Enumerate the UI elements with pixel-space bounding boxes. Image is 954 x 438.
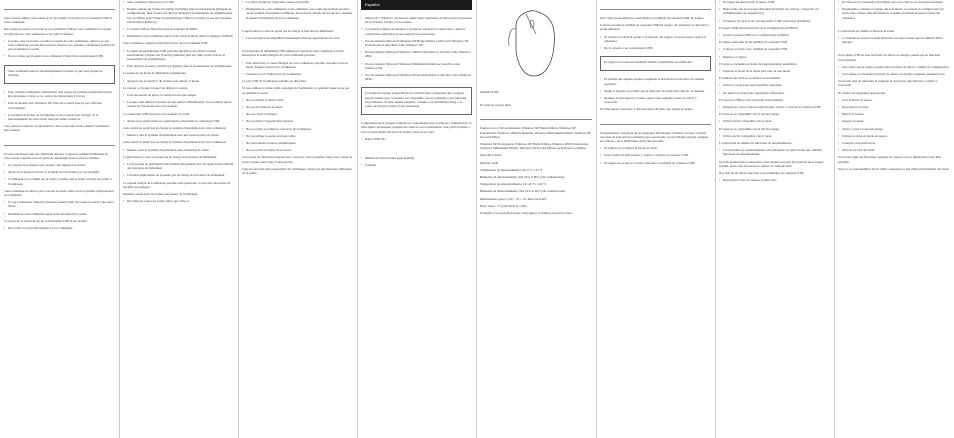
bullet-list bbox=[4, 200, 115, 216]
list-item: • El puntero no se mueve al mover el ratón. bbox=[600, 146, 711, 150]
section-header bbox=[480, 110, 592, 120]
paragraph: Este ratón puede utilizarse conectándolo al terminal de conexión USB del equipo. bbox=[600, 16, 705, 20]
note-text: La forma del equipo podría diferir de la ilustración. Compruebe que el equipo proporcionado para su modelo sea compatible con su ordenador y que funcione sin problemas. Si tiene alguna pregunta, consulte a su distribuidor Sony o al centro de servicio técnico Sony autorizado. bbox=[365, 91, 467, 109]
mouse-illustration-icon bbox=[506, 6, 566, 86]
list-item: • Active el puerto USB en la configuración del BIOS. bbox=[719, 33, 830, 37]
paragraph: La souris est en mode de défilement automatique. bbox=[123, 71, 187, 76]
note-box bbox=[600, 56, 711, 71]
bullet-list bbox=[242, 0, 353, 20]
bullet-list bbox=[242, 61, 353, 77]
fold-line bbox=[715, 0, 716, 438]
bullet-list bbox=[838, 36, 950, 44]
list-item: • Ne pas brancher d'autres périphériques. bbox=[242, 141, 353, 145]
list-item: • Lorsque vous raccordez ou retirez la souris de votre ordinateur, veillez à ce que votre ordinateur soit mis hors tension. Dans le cas contraire, l'ordinateur pourrait ne pas reconnaître la souris. bbox=[4, 39, 115, 52]
list-item: • Déconnectez toutes les souris autres que celle-ci. bbox=[123, 199, 234, 203]
list-item: • Si el equipo se encuentra en modo de ahorro de energía, presione cualquier tecla. bbox=[838, 72, 950, 76]
paragraph: Si vous utilisez le mode veille prolongée de l'ordinateur, le système risque de ne pas reconnaître la souris. bbox=[242, 86, 350, 95]
list-item: • La función de zoom no puede utilizarse con aplicaciones que no admitan dicha función. bbox=[838, 36, 950, 44]
spec-item: Peso: Aprox. 77 g (incluido el cable) bbox=[480, 203, 527, 208]
list-item: • Desconecte todos los ratones excepto éste. bbox=[719, 178, 830, 182]
bullet-list bbox=[838, 0, 950, 20]
list-item: • Para evitar que el equipo portátil entre en modo de ahorro, cambie su configuración. bbox=[838, 65, 950, 69]
paragraph: Le connecteur USB n'est pas correctement raccordé. bbox=[123, 111, 190, 116]
paragraph: La souris ne se trouve ni sur un concentrateur USB ni sur un hub. bbox=[4, 218, 88, 223]
list-item: • La position de l'icône de l'ordinateur ou de la souris peut changer. Si le fonctionnement de cette souris n'est pas stable, retirez-la. bbox=[4, 113, 115, 121]
list-item: • Raccordez la souris directement à votre ordinateur. bbox=[4, 226, 115, 230]
list-item: • En este manual, Microsoft Windows XP Home Edition y Microsoft Windows XP Professional se describen como Windows XP. bbox=[361, 39, 472, 47]
section-header bbox=[600, 0, 711, 10]
bullet-list bbox=[123, 0, 234, 38]
list-item: • Según el modelo, es posible que el indicador de estado del ratón no se muestre. bbox=[600, 89, 711, 93]
list-item: • Il est nécessaire de placer la souris sur un tapis adapté. bbox=[123, 93, 234, 97]
fold-line bbox=[238, 0, 239, 438]
paragraph: Raccordez-les souris à la borne de raccordement USB de votre ordinateur. La souris est détectée par votre ordinateur et est prête à l'emploi. bbox=[4, 27, 112, 36]
list-item: • Apagar el equipo. bbox=[838, 119, 950, 123]
list-item: • Ratón SMU-SL1 bbox=[361, 137, 472, 141]
list-item: • Reinicie el equipo. bbox=[719, 55, 830, 59]
paragraph: L'application en cours ne prend pas en charge les fonctions de défilement. bbox=[123, 154, 218, 159]
paragraph: Le curseur se bloque lorsque l'on déplace la souris. bbox=[123, 85, 188, 90]
list-item: • Utilice un SO compatible con el ratón. bbox=[719, 134, 830, 138]
list-item: • En este manual, Microsoft Windows 98 Second Edition se describe como Windows 98SE. bbox=[361, 73, 472, 81]
paragraph: Votre ordinateur ne détecte pas la souris en mode veille ou si le système d'exploitation est redémarré. bbox=[4, 188, 114, 198]
bullet-list bbox=[242, 36, 353, 40]
spec-item: Temperatura de almacenamiento: De -20 °C a 60 °C bbox=[480, 182, 547, 187]
section-header bbox=[4, 0, 115, 10]
paragraph: Plusieurs souris sont raccordées aux bornes de l'ordinateur. bbox=[123, 192, 199, 197]
list-item: • Manual de instrucciones (este manual) bbox=[361, 156, 472, 160]
list-item: • Cierre todas las aplicaciones y vuelva a conectar el conector USB. bbox=[600, 153, 711, 157]
list-item: • Desconectar el ratón. bbox=[838, 105, 950, 109]
list-item: • Ne pas utiliser la souris en mode veille. bbox=[242, 134, 353, 138]
column-2 bbox=[123, 0, 234, 438]
list-item: • Ne pas mettre l'appareil hors tension. bbox=[242, 119, 353, 123]
paragraph: Si vous rencontrez l'une des difficultés décrites ci-dessous pendant l'utilisation de votre souris, reportez-vous au guide de dépannage pour trouver la solution. bbox=[4, 151, 108, 160]
list-item: • Désinstallez-le, puis redémarrez votre ordinateur. Les souris nécessitent un pilote ou un système d'exploitation différent. Pour plus de détails sur le logiciel, consultez le manuel d'utilisation de votre ordinateur. bbox=[242, 7, 353, 20]
paragraph: Hay más de un ratón conectado a los terminales de conexión USB. bbox=[719, 171, 804, 176]
paragraph: Si el equipo USB no sale del modo de ahorro de energía, puede que no funcione correctamente. bbox=[838, 53, 941, 62]
paragraph: Equipos con el SO preinstalado: Windows XP Home Edition, Windows XP Professional, Windows 2000 Professional, Windows Millennium Edition, Windows 98 Second Edition. bbox=[480, 126, 591, 139]
bullet-list bbox=[123, 93, 234, 109]
list-item: • Pour le modèle avec Windows XP, l'état de la souris peut ne pas s'afficher correctement. bbox=[4, 101, 115, 109]
spec-item: Temperatura de funcionamiento: De 0 °C a 35 °C bbox=[480, 167, 544, 172]
list-item: • No lo conecte a un concentrador USB. bbox=[600, 46, 711, 50]
list-item: • Le curseur ne se déplace pas lorsque vous déplacez la souris. bbox=[4, 163, 115, 167]
list-item: • Certaines applications ne prennent pas en charge les fonctions de défilement. bbox=[123, 173, 234, 177]
section-header bbox=[4, 136, 115, 146]
column-5 bbox=[480, 0, 592, 438]
note-text: El ratón puede conectarse y desconectarse sin tener que apagar el equipo. bbox=[600, 107, 694, 112]
list-item: • Redémarrez votre ordinateur après avoir déconnecté la souris. bbox=[4, 212, 115, 216]
bullet-list bbox=[719, 105, 830, 109]
bullet-list bbox=[600, 77, 711, 104]
intro-text: Vous pouvez utiliser cette souris en la raccordant à la borne de raccordement USB de votre ordinateur. bbox=[4, 16, 113, 25]
list-item: • Le pilote du périphérique USB peut être modifié pour rendre la souris fonctionnelle. Cliquez sur [Cancel] (Annuler) puis sur [OK] avant d'ouvrir le Gestionnaire de périphériques. bbox=[123, 49, 234, 62]
paragraph: Votre ordinateur comporte plus d'une borne de raccordement USB. bbox=[123, 41, 209, 46]
bullet-list bbox=[719, 119, 830, 123]
fold-line bbox=[119, 0, 120, 438]
section-header bbox=[600, 115, 711, 125]
bullet-list bbox=[838, 98, 950, 153]
column-7 bbox=[719, 0, 830, 438]
bullet-list bbox=[123, 148, 234, 152]
paragraph: Compruebe que el paquete contiene los componentes que se indican a continuación. Si falta algún componente, póngase en contacto con el distribuidor Sony más próximo o con el representante del servicio técnico Sony de su zona. bbox=[361, 121, 472, 134]
bullet-list bbox=[719, 178, 830, 182]
list-item: • Le pilote d'utilitaire d'une autre souris est installé. bbox=[242, 0, 353, 4]
column-3 bbox=[242, 0, 353, 438]
list-item: • Après avoir quitté toutes les applications, rebranchez le connecteur USB. bbox=[123, 119, 234, 123]
bullet-list bbox=[123, 133, 234, 137]
list-item: • Conecte el ratón a otro terminal de conexión USB. bbox=[719, 47, 830, 51]
note-text: Votre ordinateur détecte automatiquement la souris, ce qui vous permet de l'utiliser. bbox=[8, 68, 103, 77]
bullet-list bbox=[719, 83, 830, 94]
bullet-list bbox=[600, 35, 711, 51]
paragraph: Windows XP Professional, Windows XP Home Edition, Windows 2000 Professional, Windows Millennium Edition, Windows 98 Second Edition (actualizado al último). bbox=[480, 142, 589, 151]
list-item: • En este manual, Microsoft Windows Millennium Edition se describe como Windows Me. bbox=[361, 62, 472, 70]
list-item: • L'ordinateur ne reconnaît pas la souris. Vérifiez que la souris est bien raccordée à l'ordinateur. bbox=[4, 177, 115, 185]
list-item: • Después de cerrar todas las aplicaciones, vuelva a conectar el conector USB. bbox=[719, 105, 830, 109]
list-item: • Al conectar el ratón al equipo o al retirarlo del equipo, no es necesario apagar el ordenador. bbox=[600, 35, 711, 43]
paragraph: Cette souris ne prend pas en charge le système d'exploitation de votre ordinateur. bbox=[123, 126, 227, 131]
list-item: • Las funciones de desplazamiento sólo funcionan en aplicaciones que admitan funciones de desplazamiento. bbox=[719, 148, 830, 156]
list-item: • Les fonctions sont disponibles uniquement dans les applications en cours. bbox=[242, 36, 353, 40]
spec-item: Humedad de funcionamiento: Del 20% al 80% (sin condensación) bbox=[480, 175, 565, 180]
paragraph: Les fonctions de défilement USB utilisent les fonctions d'un ordinateur portable. Désactivez la souris intégrée de votre ordinateur portable. bbox=[242, 49, 345, 58]
paragraph: La aplicación no admite la función de zoom. bbox=[838, 28, 895, 33]
list-item: • Appuyez sur la touche F du clavier pour quitter ce mode. bbox=[123, 79, 234, 83]
fold-line bbox=[834, 0, 835, 438]
language-header: Español bbox=[361, 0, 472, 10]
list-item: • Abrir y cerrar la tapa del equipo. bbox=[838, 127, 950, 131]
paragraph: Le port USB de l'ordinateur portable est désactivé. bbox=[242, 79, 307, 84]
list-item: • Ne pas ouvrir et fermer le couvercle de l'ordinateur. bbox=[242, 127, 353, 131]
column-6 bbox=[600, 0, 711, 438]
list-item: • Es posible que algunos equipos requieran la instalación de un disco de sistema operativo. bbox=[600, 77, 711, 85]
bullet-list bbox=[361, 16, 472, 81]
list-item: • En este manual, Microsoft Windows 2000 Professional se describe como Windows 2000. bbox=[361, 50, 472, 58]
paragraph: Sony ne peut être tenu responsable des dommages causés par une mauvaise utilisation de la souris. bbox=[242, 166, 352, 176]
paragraph: Si experimenta cualquiera de las siguientes dificultades al utilizar el ratón, consulte esta guía de solución de problemas para resolverlas. Si el problema persiste, póngase en contacto con el distribuidor Sony más próximo. bbox=[600, 130, 709, 144]
list-item: • Abrir la carcasa del ratón. bbox=[838, 148, 950, 152]
list-item: • Pour certains ordinateurs, l'installation d'un disque de système d'exploitation peut être nécessaire. Dans ce cas, suivez les instructions à l'écran. bbox=[4, 90, 115, 98]
list-item: • Redémarrez votre ordinateur après avoir activé le pilote dans les réglages du BIOS. bbox=[123, 34, 234, 38]
bullet-list bbox=[4, 39, 115, 59]
fold-line bbox=[596, 0, 597, 438]
list-item: • Ne pas déconnecter la souris. bbox=[242, 105, 353, 109]
paragraph: Si se ha preinstalado el dispositivo para apuntar que está incorporado en el equipo portátil, puede que sea necesario ajustar la configuración. bbox=[719, 159, 824, 168]
paragraph: La aplicación no admite las funciones de desplazamiento. bbox=[719, 141, 793, 146]
bullet-list bbox=[719, 69, 830, 73]
bullet-list bbox=[4, 226, 115, 230]
bullet-list bbox=[719, 0, 830, 23]
bullet-list bbox=[600, 146, 711, 165]
paragraph: No realice las siguientes operaciones: bbox=[838, 90, 886, 95]
list-item: • Les fonctions de défilement fonctionnent uniquement avec les applications utilisant des fonctions de défilement. bbox=[123, 162, 234, 170]
bullet-list bbox=[123, 199, 234, 203]
paragraph: El equipo tiene más de un terminal de conexión USB. bbox=[719, 40, 788, 45]
paragraph: Sony no se responsabiliza de los daños causados por una utilización indebida del ratón. bbox=[838, 166, 950, 171]
list-item: • Usar el modo en espera. bbox=[838, 98, 950, 102]
bullet-list bbox=[123, 79, 234, 83]
paragraph: Si la souris ne fonctionne toujours pas, contactez votre revendeur Sony ou le centre de service après-vente Sony le plus proche. bbox=[242, 155, 353, 164]
list-item: • Double-cliquez sur l'icône [Système] (Système) dans [Control Panel] (Panneau de configuration), puis cliquez sur [Device Manager] (Gestionnaire de périphériques). Si [!] s'affiche pour l'icône du périphérique USB ou si l'icône n'a pas été reconnue, sélectionnez [Remove]. bbox=[123, 7, 234, 24]
note-text: El equipo lo reconocerá automáticamente, permitiendo su utilización. bbox=[604, 60, 693, 65]
list-item: • Presione el botón de la rueda para salir de este modo. bbox=[719, 69, 830, 73]
list-item: • Utilice el ratón sobre una superficie adecuada. bbox=[719, 83, 830, 87]
list-item: • Ne raccordez pas la souris à un ordinateur à l'aide d'un concentrateur USB. bbox=[4, 54, 115, 58]
list-item: • Microsoft y Windows son marcas comerciales registradas de Microsoft Corporation en los Estados Unidos y otros países. bbox=[361, 16, 472, 24]
list-item: • El equipo no reconoce el ratón conectado al terminal de conexión USB. bbox=[600, 161, 711, 165]
list-item: • Pour désactiver la souris intégrée de votre ordinateur portable, reportez-vous au mode d'emploi fourni avec l'ordinateur. bbox=[242, 61, 353, 69]
bullet-list bbox=[242, 98, 353, 153]
list-item: • Après avoir ajouté la souris, le pointeur ne fonctionne pas correctement. bbox=[4, 170, 115, 174]
column-1 bbox=[4, 0, 115, 438]
bullet-list bbox=[719, 47, 830, 58]
bullet-list bbox=[123, 49, 234, 69]
paragraph: El puntero del ratón no se mueve correctamente. bbox=[719, 76, 781, 81]
spec-item: Humedad de almacenamiento: Del 10% al 90% (sin condensación) bbox=[480, 189, 566, 194]
paragraph: Conecte el ratón al terminal de conexión USB del equipo. El ordenador lo detectará y podrá utilizarlo. bbox=[600, 23, 709, 32]
list-item: • Conectar otros periféricos. bbox=[838, 141, 950, 145]
list-item: • Ne pas ouvrir le boîtier de la souris. bbox=[242, 148, 353, 152]
bullet-list bbox=[719, 33, 830, 37]
bullet-list bbox=[719, 148, 830, 156]
list-item: • Mettez à jour le système d'exploitation puis rebranchez la souris. bbox=[123, 148, 234, 152]
list-item: • Si aparece [!] en el icono del dispositivo USB, seleccione [Eliminar]. bbox=[719, 19, 830, 23]
paragraph: El ratón no es compatible con el SO del equipo. bbox=[719, 112, 780, 117]
paragraph: El puerto USB está desactivado en la configuración del BIOS. bbox=[719, 25, 799, 30]
paragraph: Si el ratón sigue sin funcionar, póngase en contacto con el distribuidor Sony más próximo. bbox=[838, 155, 941, 164]
bullet-list bbox=[719, 134, 830, 138]
spec-item: Interfaz: USB bbox=[480, 160, 498, 165]
note-box bbox=[361, 87, 472, 115]
list-item: • Ne pas utiliser le mode veille. bbox=[242, 98, 353, 102]
list-item: • Si votre ordinateur comporte plusieurs bornes USB, raccordez la souris à une autre borne. bbox=[4, 200, 115, 208]
fold-line bbox=[357, 0, 358, 438]
list-item: • Votre ordinateur détecte le port USB. bbox=[123, 0, 234, 4]
note-box bbox=[4, 65, 115, 84]
paragraph: Le curseur intégré de l'ordinateur portable reste prioritaire. Il peut être nécessaire de modifier les réglages. bbox=[123, 180, 231, 189]
list-item: • Touchez le port USB du dos de l'ordinateur. bbox=[242, 72, 353, 76]
paragraph: L'application en cours ne prend pas en charge la fonction de défilement. bbox=[242, 28, 334, 33]
paragraph: El diseño y las especificaciones están sujetos a cambios sin previo aviso. bbox=[480, 211, 573, 216]
bullet-list bbox=[838, 65, 950, 76]
list-item: • Los demás nombres de sistemas y productos son marcas comerciales o marcas comerciales registradas de sus respectivos propietarios. bbox=[361, 27, 472, 35]
bullet-list bbox=[4, 163, 115, 186]
paragraph: El conector USB no está conectado correctamente. bbox=[719, 97, 784, 102]
usb-terminal-label: Terminal USB bbox=[480, 90, 499, 94]
list-item: • El software de controlador de utilidad para otro ratón ya se encuentra instalado. bbox=[838, 0, 950, 4]
list-item: • Haga doble clic en el icono [Sistema] del [Panel de control], y haga clic en [Administrador de dispositivos]. bbox=[719, 7, 830, 15]
list-item: • Mettez à jour le système d'exploitation pour une version prise en charge. bbox=[123, 133, 234, 137]
list-item: • Después de desconectar el ratón, espere unos segundos antes de volver a conectarlo. bbox=[600, 96, 711, 104]
bullet-list bbox=[123, 162, 234, 178]
list-item: • Pour détecter la souris, vérifiez les réglages dans le Gestionnaire de périphériques. bbox=[123, 64, 234, 68]
specs-header: Especificaciones bbox=[480, 153, 502, 158]
column-4 bbox=[361, 0, 472, 438]
list-item: • Ne pas retirer la batterie. bbox=[242, 112, 353, 116]
list-item: • No utilice el ratón sobre superficies reflectantes. bbox=[719, 91, 830, 95]
bullet-list bbox=[123, 119, 234, 123]
note-text: Vous pouvez connecter ou déconnecter cette souris sans avoir à mettre l'ordinateur hors tension. bbox=[4, 124, 110, 133]
fold-line bbox=[476, 0, 477, 438]
paragraph: Cette souris ne prend pas en charge le système d'exploitation de votre ordinateur. bbox=[123, 140, 227, 145]
list-item: • Retirar la batería. bbox=[838, 112, 950, 116]
column-8 bbox=[838, 0, 950, 438]
list-item: • Garantía bbox=[361, 163, 472, 167]
bullet-list bbox=[4, 90, 115, 121]
package-contents bbox=[361, 137, 472, 168]
paragraph: Si el ratón deja de funcionar al reanudar la operación, desconéctelo y vuelva a conectarlo. bbox=[838, 79, 938, 88]
paragraph: El ratón se encuentra en modo de desplazamiento automático. bbox=[719, 61, 798, 66]
list-item: • Ce pilote USB est désactivé dans les réglages du BIOS. bbox=[123, 27, 234, 31]
list-item: • Lorsque vous utilisez la souris sur une surface réfléchissante, il est possible que le curseur ne fonctionne pas correctement. bbox=[123, 100, 234, 108]
list-item: • El equipo ha desactivado el puerto USB. bbox=[719, 0, 830, 4]
paragraph: El ratón no es para pilas. bbox=[480, 103, 512, 108]
list-item: • Utilizar el ratón en modo en espera. bbox=[838, 134, 950, 138]
list-item: • Desinstálelo y reinicie el equipo. De este modo, se restaura la configuración del ratón. Para obtener más información, consulte el manual de instrucciones del ordenador. bbox=[838, 7, 950, 20]
list-item: • Utilice un SO compatible con el ratón. bbox=[719, 119, 830, 123]
paragraph: El ratón no es compatible con el SO del equipo. bbox=[719, 126, 780, 131]
spec-item: Dimensiones (aprox.): 60 × 33 × 111 mm (an/al/prf) bbox=[480, 196, 547, 201]
